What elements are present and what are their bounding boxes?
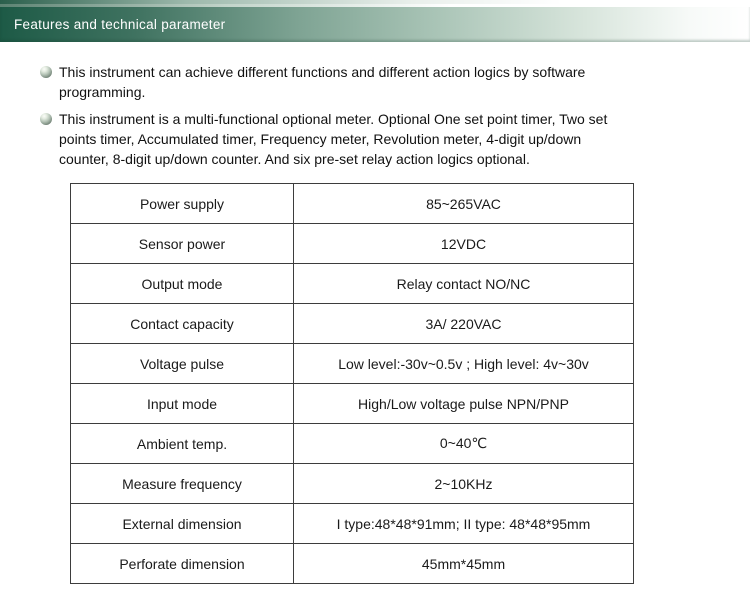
table-row	[71, 544, 634, 584]
feature-text-line: points timer, Accumulated timer, Frequency meter, Revolution meter, 4-digit up/down	[59, 131, 582, 147]
table-row	[71, 384, 634, 424]
table-row	[71, 464, 634, 504]
table-row	[71, 344, 634, 384]
feature-text	[59, 109, 607, 169]
table-row	[71, 224, 634, 264]
param-value: 3A/ 220VAC	[294, 304, 634, 344]
table-row	[71, 504, 634, 544]
param-value: 0~40℃	[294, 424, 634, 464]
param-label: Contact capacity	[71, 304, 294, 344]
table-row	[71, 304, 634, 344]
param-label: Input mode	[71, 384, 294, 424]
table-row	[71, 184, 634, 224]
feature-item	[40, 109, 710, 169]
feature-item	[40, 62, 710, 102]
section-title: Features and technical parameter	[14, 17, 226, 32]
param-label: Voltage pulse	[71, 344, 294, 384]
feature-text-line: counter, 8-digit up/down counter. And six pre-set relay action logics optional.	[59, 151, 530, 167]
param-label: Power supply	[71, 184, 294, 224]
param-label: Perforate dimension	[71, 544, 294, 584]
sphere-bullet-icon	[40, 66, 52, 78]
param-label: Ambient temp.	[71, 424, 294, 464]
feature-text-line: This instrument is a multi-functional optional meter. Optional One set point timer, Two set	[59, 111, 608, 127]
technical-parameter-table	[70, 183, 634, 584]
param-label: Sensor power	[71, 224, 294, 264]
param-label: External dimension	[71, 504, 294, 544]
table-row	[71, 264, 634, 304]
param-value: 12VDC	[294, 224, 634, 264]
header-gradient-bar	[0, 7, 750, 42]
param-value: Relay contact NO/NC	[294, 264, 634, 304]
section-header	[0, 0, 750, 42]
feature-text	[59, 62, 585, 102]
feature-list	[0, 42, 750, 169]
param-value: Low level:-30v~0.5v ; High level: 4v~30v	[294, 344, 634, 384]
param-value: 45mm*45mm	[294, 544, 634, 584]
param-label: Output mode	[71, 264, 294, 304]
param-value: I type:48*48*91mm; II type: 48*48*95mm	[294, 504, 634, 544]
feature-text-line: programming.	[59, 84, 146, 100]
param-value: High/Low voltage pulse NPN/PNP	[294, 384, 634, 424]
sphere-bullet-icon	[40, 113, 52, 125]
feature-text-line: This instrument can achieve different functions and different action logics by software	[59, 64, 586, 80]
table-row	[71, 424, 634, 464]
param-value: 85~265VAC	[294, 184, 634, 224]
param-label: Measure frequency	[71, 464, 294, 504]
param-value: 2~10KHz	[294, 464, 634, 504]
